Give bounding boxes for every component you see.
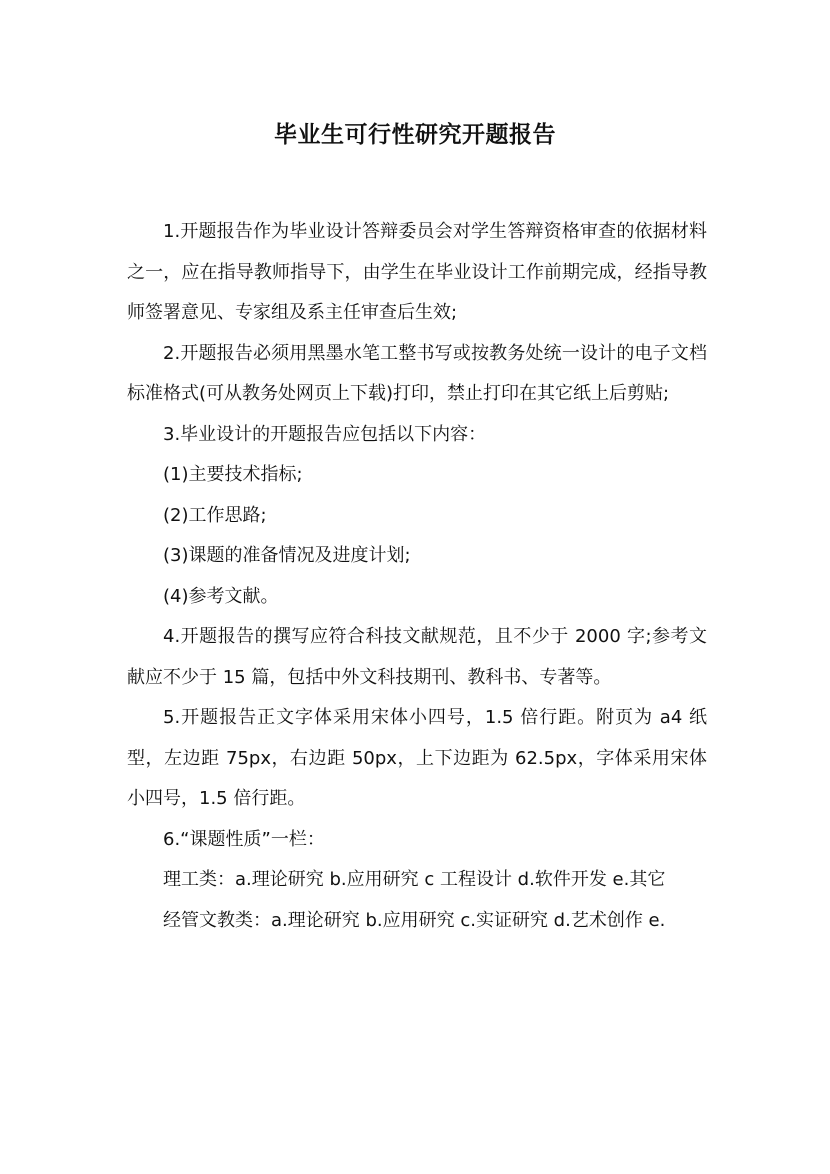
list-item-4: (4)参考文献。 bbox=[163, 585, 279, 607]
paragraph-3: 3.毕业设计的开题报告应包括以下内容： bbox=[163, 423, 487, 445]
paragraph-2: 2.开题报告必须用黑墨水笔工整书写或按教务处统一设计的电子文档标准格式(可从教务处网页上下载)打印，禁止打印在其它纸上后剪贴; bbox=[127, 342, 707, 404]
paragraph-5: 5.开题报告正文字体采用宋体小四号，1.5 倍行距。附页为 a4 纸型，左边距 75px，右边距 50px，上下边距为 62.5px，字体采用宋体小四号，1.5 倍行距。 bbox=[127, 707, 707, 809]
list-item-1: (1)主要技术指标; bbox=[163, 464, 303, 485]
list-item-2: (2)工作思路; bbox=[163, 504, 267, 526]
paragraph-4: 4.开题报告的撰写应符合科技文献规范，且不少于 2000 字;参考文献应不少于 15 篇，包括中外文科技期刊、教科书、专著等。 bbox=[127, 626, 707, 688]
list-item-3: (3)课题的准备情况及进度计划; bbox=[163, 545, 411, 566]
paragraph-6: 6.“课题性质”一栏： bbox=[163, 828, 325, 850]
paragraph-1: 1.开题报告作为毕业设计答辩委员会对学生答辩资格审查的依据材料之一，应在指导教师指导下，由学生在毕业设计工作前期完成，经指导教师签署意见、专家组及系主任审查后生效; bbox=[127, 221, 707, 323]
document-title: 毕业生可行性研究开题报告 bbox=[274, 122, 556, 148]
category-line-economics: 经管文教类：a.理论研究 b.应用研究 c.实证研究 d.艺术创作 e. bbox=[163, 909, 666, 931]
category-line-science: 理工类：a.理论研究 b.应用研究 c 工程设计 d.软件开发 e.其它 bbox=[163, 869, 666, 890]
document-body bbox=[127, 212, 707, 941]
